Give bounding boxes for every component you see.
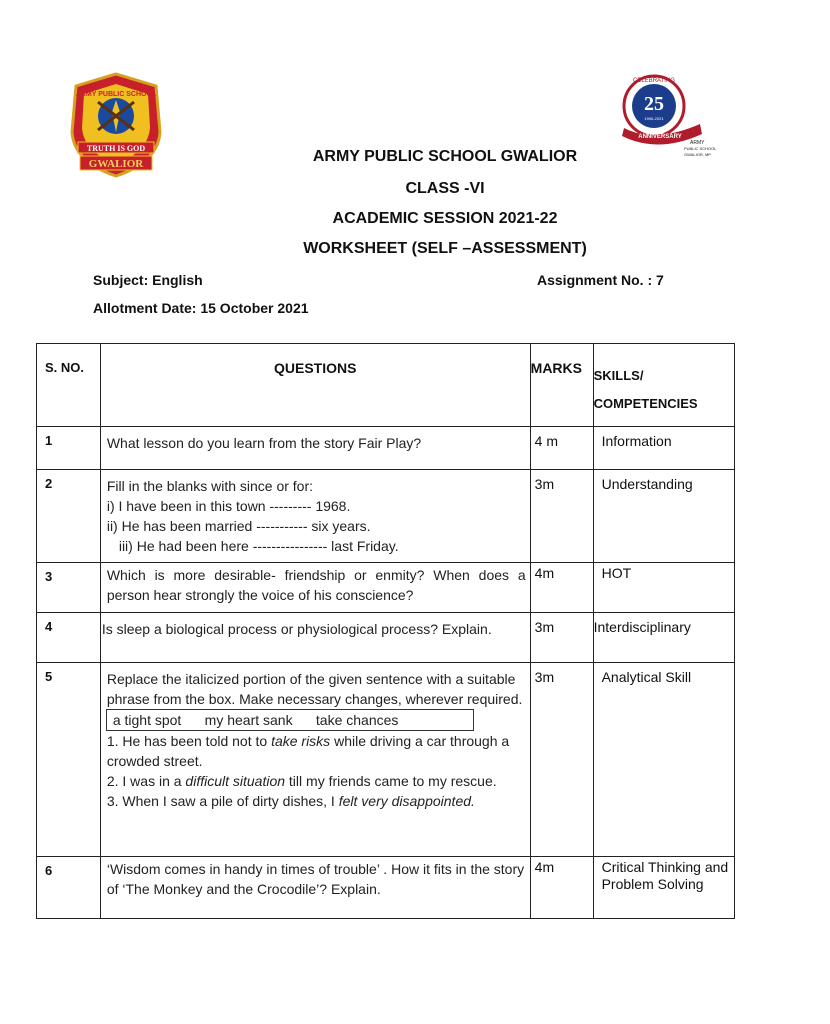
question-line: Fill in the blanks with since or for: bbox=[106, 478, 314, 494]
sentence-2-italic: difficult situation bbox=[185, 773, 286, 789]
row-sno: 6 bbox=[37, 857, 101, 919]
row-sno: 4 bbox=[37, 613, 101, 663]
crest-motto: TRUTH IS GOD bbox=[86, 144, 146, 153]
table-row bbox=[37, 613, 735, 663]
anniversary-ribbon: ANNIVERSARY bbox=[638, 134, 682, 140]
anniversary-years: 1996-2021 bbox=[644, 116, 664, 121]
header-skills-line1: SKILLS/ bbox=[593, 368, 644, 383]
row-sno: 1 bbox=[37, 427, 101, 470]
header-sno: S. NO. bbox=[37, 344, 101, 427]
sentence-1-part-a: 1. He has been told not to bbox=[106, 733, 272, 749]
class-title: CLASS -VI bbox=[405, 180, 485, 197]
sentence-1-italic: take risks bbox=[271, 733, 331, 749]
table-row bbox=[37, 427, 735, 470]
questions-table bbox=[36, 343, 735, 919]
header-questions: QUESTIONS bbox=[100, 344, 530, 427]
row-marks: 3m bbox=[530, 470, 593, 563]
table-header-row bbox=[37, 344, 735, 427]
row-skill: Interdisciplinary bbox=[593, 613, 734, 663]
anniversary-number: 25 bbox=[644, 93, 664, 115]
crest-arc-text: ARMY PUBLIC SCHOOL bbox=[75, 91, 157, 98]
sentence-2 bbox=[107, 771, 526, 791]
header-marks: MARKS bbox=[530, 344, 593, 427]
row-question: Is sleep a biological process or physiological process? Explain. bbox=[100, 613, 530, 663]
anniversary-logo bbox=[620, 70, 717, 160]
sentence-3-italic: felt very disappointed. bbox=[338, 793, 475, 809]
table-row bbox=[37, 857, 735, 919]
row-sno: 2 bbox=[37, 470, 101, 563]
sentence-2-part-b: till my friends came to my rescue. bbox=[285, 773, 497, 789]
row-question bbox=[100, 663, 530, 857]
question-line: i) I have been in this town --------- 1968. bbox=[106, 498, 351, 514]
row-question bbox=[100, 470, 530, 563]
row-marks: 4m bbox=[530, 563, 593, 613]
row-marks: 3m bbox=[530, 613, 593, 663]
table-row bbox=[37, 470, 735, 563]
header-skills-line2: COMPETENCIES bbox=[593, 396, 698, 411]
row-sno: 3 bbox=[37, 563, 101, 613]
sentence-1 bbox=[107, 731, 526, 771]
row-question: What lesson do you learn from the story Fair Play? bbox=[100, 427, 530, 470]
row-skill: Critical Thinking and Problem Solving bbox=[593, 857, 734, 919]
crest-city: GWALIOR bbox=[88, 158, 144, 170]
anniversary-ring-text: CELEBRATING bbox=[633, 78, 675, 84]
row-skill: Understanding bbox=[593, 470, 734, 563]
sentence-3 bbox=[107, 791, 526, 811]
question-line: ii) He has been married ----------- six years. bbox=[106, 518, 371, 534]
sentence-2-part-a: 2. I was in a bbox=[106, 773, 186, 789]
school-name: ARMY PUBLIC SCHOOL GWALIOR bbox=[312, 148, 578, 165]
assignment-number: Assignment No. : 7 bbox=[537, 272, 664, 288]
question-line: iii) He had been here ---------------- last Friday. bbox=[118, 538, 399, 554]
sentence-3-part-a: 3. When I saw a pile of dirty dishes, I bbox=[106, 793, 339, 809]
row-question: Which is more desirable- friendship or enmity? When does a person hear strongly the voice of his conscience? bbox=[100, 563, 530, 613]
row-skill: HOT bbox=[593, 563, 734, 613]
row-marks: 4m bbox=[530, 857, 593, 919]
worksheet-title: WORKSHEET (SELF –ASSESSMENT) bbox=[303, 240, 587, 257]
allotment-date: Allotment Date: 15 October 2021 bbox=[93, 300, 309, 316]
anniversary-side-sub1: PUBLIC SCHOOL bbox=[684, 146, 717, 151]
anniversary-side-title: ARMY bbox=[690, 140, 705, 146]
row-marks: 4 m bbox=[530, 427, 593, 470]
question-instruction: Replace the italicized portion of the given sentence with a suitable phrase from the box. Make necessary changes, wherever required. bbox=[106, 671, 523, 707]
subject-label: Subject: English bbox=[93, 272, 203, 288]
sentence-1-part-b: while driving a car through a crowded street. bbox=[106, 733, 510, 769]
row-skill: Analytical Skill bbox=[593, 663, 734, 857]
table-row bbox=[37, 563, 735, 613]
row-sno: 5 bbox=[37, 663, 101, 857]
row-question: ‘Wisdom comes in handy in times of trouble’ . How it fits in the story of ‘The Monkey and the Crocodile’? Explain. bbox=[100, 857, 530, 919]
header-skills bbox=[593, 344, 734, 427]
session-title: ACADEMIC SESSION 2021-22 bbox=[332, 210, 558, 227]
table-row bbox=[37, 663, 735, 857]
phrase-box: a tight spot my heart sank take chances bbox=[106, 709, 474, 731]
row-skill: Information bbox=[593, 427, 734, 470]
row-marks: 3m bbox=[530, 663, 593, 857]
anniversary-side-sub2: GWALIOR, MP bbox=[684, 152, 711, 157]
